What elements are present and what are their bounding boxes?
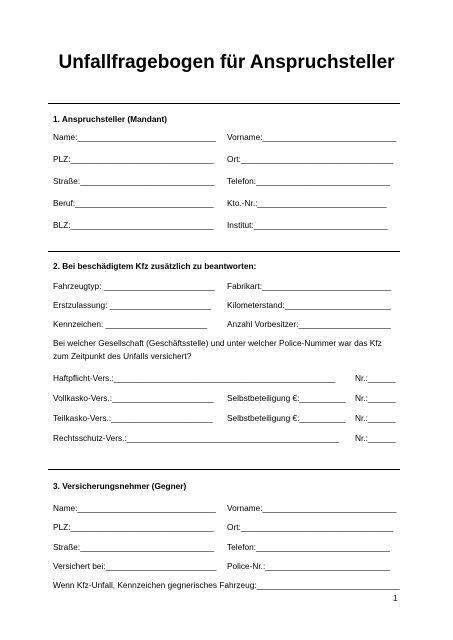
- section-1-divider: [48, 103, 400, 104]
- opponent-zip-field[interactable]: PLZ:_______________________________: [53, 522, 214, 532]
- comprehensive-deductible-field[interactable]: Selbstbeteiligung €:__________: [227, 393, 346, 403]
- liability-number-field[interactable]: Nr.:______: [355, 373, 396, 383]
- page-number: 1: [393, 594, 398, 603]
- comprehensive-number-field[interactable]: Nr.:______: [355, 393, 396, 403]
- license-plate-field[interactable]: Kennzeichen: ______________________: [53, 319, 208, 329]
- opponent-plate-field[interactable]: Wenn Kfz-Unfall, Kennzeichen gegnerisches Fahrzeug:_______________________________: [53, 580, 400, 590]
- section-2-divider: [48, 251, 400, 252]
- section-3-title: 3. Versicherungsnehmer (Gegner): [53, 481, 187, 491]
- insurance-question-line-2: zum Zeitpunkt des Unfalls versichert?: [53, 351, 192, 361]
- claimant-name-field[interactable]: Name:______________________________: [53, 132, 216, 142]
- vehicle-type-field[interactable]: Fahrzeugtyp: ________________________: [53, 281, 215, 291]
- legal-number-field[interactable]: Nr.:______: [355, 433, 396, 443]
- claimant-city-field[interactable]: Ort:_________________________________: [227, 154, 394, 164]
- section-3-divider: [48, 469, 400, 470]
- insurance-question-line-1: Bei welcher Gesellschaft (Geschäftsstelle) und unter welcher Police-Nummer war das Kfz: [53, 338, 382, 348]
- claimant-account-field[interactable]: Kto.-Nr.:____________________________: [227, 198, 387, 208]
- opponent-phone-field[interactable]: Telefon:_____________________________: [227, 542, 390, 552]
- claimant-bankcode-field[interactable]: BLZ:_______________________________: [53, 220, 214, 230]
- first-registration-field[interactable]: Erstzulassung: ______________________: [53, 300, 212, 310]
- claimant-bank-field[interactable]: Institut:_____________________________: [227, 220, 388, 230]
- claimant-job-field[interactable]: Beruf:______________________________: [53, 198, 214, 208]
- claimant-zip-field[interactable]: PLZ:_______________________________: [53, 154, 214, 164]
- opponent-firstname-field[interactable]: Vorname:_____________________________: [227, 503, 397, 513]
- claimant-phone-field[interactable]: Telefon:_____________________________: [227, 176, 390, 186]
- opponent-street-field[interactable]: Straße:_____________________________: [53, 542, 215, 552]
- claimant-firstname-field[interactable]: Vorname:_____________________________: [227, 132, 397, 142]
- opponent-name-field[interactable]: Name:______________________________: [53, 503, 216, 513]
- opponent-insurer-field[interactable]: Versichert bei:________________________: [53, 561, 217, 571]
- opponent-policy-field[interactable]: Police-Nr.:___________________________: [227, 561, 390, 571]
- partial-deductible-field[interactable]: Selbstbeteiligung €:__________: [227, 413, 346, 423]
- vehicle-make-field[interactable]: Fabrikart:____________________________: [227, 281, 392, 291]
- claimant-street-field[interactable]: Straße:_____________________________: [53, 176, 215, 186]
- opponent-city-field[interactable]: Ort:_________________________________: [227, 522, 394, 532]
- previous-owners-field[interactable]: Anzahl Vorbesitzer:____________________: [227, 319, 391, 329]
- section-2-title: 2. Bei beschädigtem Kfz zusätzlich zu beantworten:: [53, 261, 257, 271]
- comprehensive-insurance-field[interactable]: Vollkasko-Vers.:______________________: [53, 393, 214, 403]
- section-1-title: 1. Anspruchsteller (Mandant): [53, 114, 168, 124]
- partial-number-field[interactable]: Nr.:______: [355, 413, 396, 423]
- liability-insurance-field[interactable]: Haftpflicht-Vers.:________________________________________________: [53, 373, 336, 383]
- legal-insurance-field[interactable]: Rechtsschutz-Vers.:______________________________________________: [53, 433, 340, 443]
- mileage-field[interactable]: Kilometerstand:_______________________: [227, 300, 391, 310]
- partial-insurance-field[interactable]: Teilkasko-Vers.:______________________: [53, 413, 213, 423]
- page-title: Unfallfragebogen für Anspruchsteller: [58, 52, 395, 73]
